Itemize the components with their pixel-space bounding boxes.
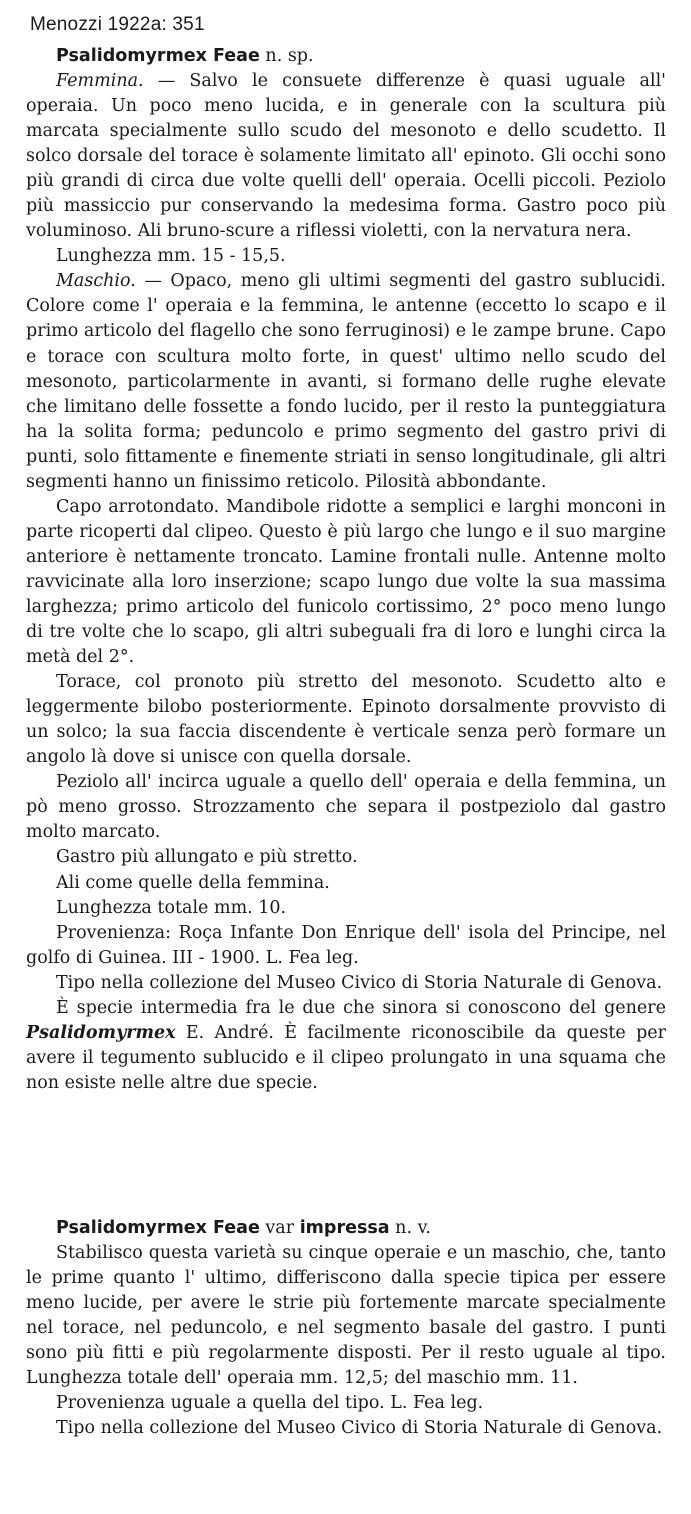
provenance-paragraph: Provenienza: Roça Infante Don Enrique dell' isola del Principe, nel golfo di Guinea. III - 1900. L. Fea leg. (26, 922, 666, 968)
wings-line: Ali come quelle della femmina. (56, 872, 330, 893)
female-paragraph (26, 69, 666, 244)
species-status: n. sp. (265, 46, 314, 66)
petiole-paragraph: Peziolo all' incirca uguale a quello dell' operaia e della femmina, un pò meno grosso. Strozzamento che separa il postpeziolo dal gastro molto marcato. (26, 772, 666, 843)
remark-text-1: È specie intermedia fra le due che sinora si conoscono del genere (56, 997, 666, 1018)
remark-text-2: E. André. È facilmente riconoscibile da queste per avere il tegumento sublucido e il clipeo prolungato in una squama che non esiste nelle altre due specie. (26, 1022, 666, 1093)
head-paragraph: Capo arrotondato. Mandibole ridotte a semplici e larghi monconi in parte ricoperti dal clipeo. Questo è più largo che lungo e il suo margine anteriore è nettamente troncato. Lamine frontali nulle. Antenne molto ravvicinate alla loro inserzione; scapo lungo due volte la sua massima larghezza; primo articolo del funicolo cortissimo, 2° poco meno lungo di tre volte che lo scapo, gli altri subeguali fra di loro e lunghi circa la metà del 2°. (26, 496, 666, 668)
variety-status: n. v. (395, 1218, 431, 1238)
citation-header: Menozzi 1922a: 351 (30, 14, 205, 35)
variety-heading (26, 1216, 666, 1241)
variety-genus: Psalidomyrmex Feae (56, 1218, 260, 1238)
gaster-line: Gastro più allungato e più stretto. (56, 847, 358, 868)
variety-name: impressa (299, 1218, 390, 1238)
variety-type: Tipo nella collezione del Museo Civico di Storia Naturale di Genova. (56, 1418, 663, 1439)
male-paragraph (26, 269, 666, 494)
male-lead: Maschio. (56, 271, 136, 292)
remark-genus: Psalidomyrmex (26, 1022, 176, 1043)
species-description (26, 44, 666, 1096)
species-heading (26, 44, 666, 69)
type-paragraph: Tipo nella collezione del Museo Civico di Storia Naturale di Genova. (56, 972, 663, 993)
variety-description (26, 1216, 666, 1441)
female-lead: Femmina. (56, 71, 144, 91)
variety-var-word: var (265, 1218, 295, 1238)
male-text: — Opaco, meno gli ultimi segmenti del gastro sublucidi. Colore come l' operaia e la femmina, le antenne (eccetto lo scapo e il primo articolo del flagello che sono ferruginosi) e le zampe brune. Capo e torace con scultura molto forte, in quest' ultimo nello scudo del mesonoto, particolarmente in avanti, si formano delle rughe elevate che limitano delle fossette a fondo lucido, per il resto la punteggiatura ha la solita forma; peduncolo e primo segmento del gastro privi di punti, solo fittamente e finemente striati in senso longitudinale, gli altri segmenti hanno un finissimo reticolo. Pilosità abbondante. (26, 271, 666, 492)
variety-provenance: Provenienza uguale a quella del tipo. L. Fea leg. (56, 1393, 484, 1414)
species-name: Psalidomyrmex Feae (56, 46, 260, 66)
variety-paragraph: Stabilisco questa varietà su cinque operaie e un maschio, che, tanto le prime quanto l' ultimo, differiscono dalla specie tipica per essere meno lucide, per avere le strie più fortemente marcate specialmente nel torace, nel peduncolo, e nel segmento basale del gastro. I punti sono più fitti e più regolarmente disposti. Per il resto uguale al tipo. Lunghezza totale dell' operaia mm. 12,5; del maschio mm. 11. (26, 1243, 666, 1389)
thorax-paragraph: Torace, col pronoto più stretto del mesonoto. Scudetto alto e leggermente bilobo posteriormente. Epinoto dorsalmente provvisto di un solco; la sua faccia discendente è verticale senza però formare un angolo là dove si unisce con quella dorsale. (26, 672, 666, 768)
female-text: — Salvo le consuete differenze è quasi uguale all' operaia. Un poco meno lucida, e in generale con la scultura più marcata specialmente sullo scudo del mesonoto e dello scudetto. Il solco dorsale del torace è solamente limitato all' epinoto. Gli occhi sono più grandi di circa due volte quelli dell' operaia. Ocelli piccoli. Peziolo più massiccio pur conservando la medesima forma. Gastro poco più voluminoso. Ali bruno-scure a riflessi violetti, con la nervatura nera. (26, 71, 666, 242)
remark-paragraph (26, 996, 666, 1096)
total-length-line: Lunghezza totale mm. 10. (56, 897, 287, 918)
female-length: Lunghezza mm. 15 - 15,5. (56, 246, 286, 267)
